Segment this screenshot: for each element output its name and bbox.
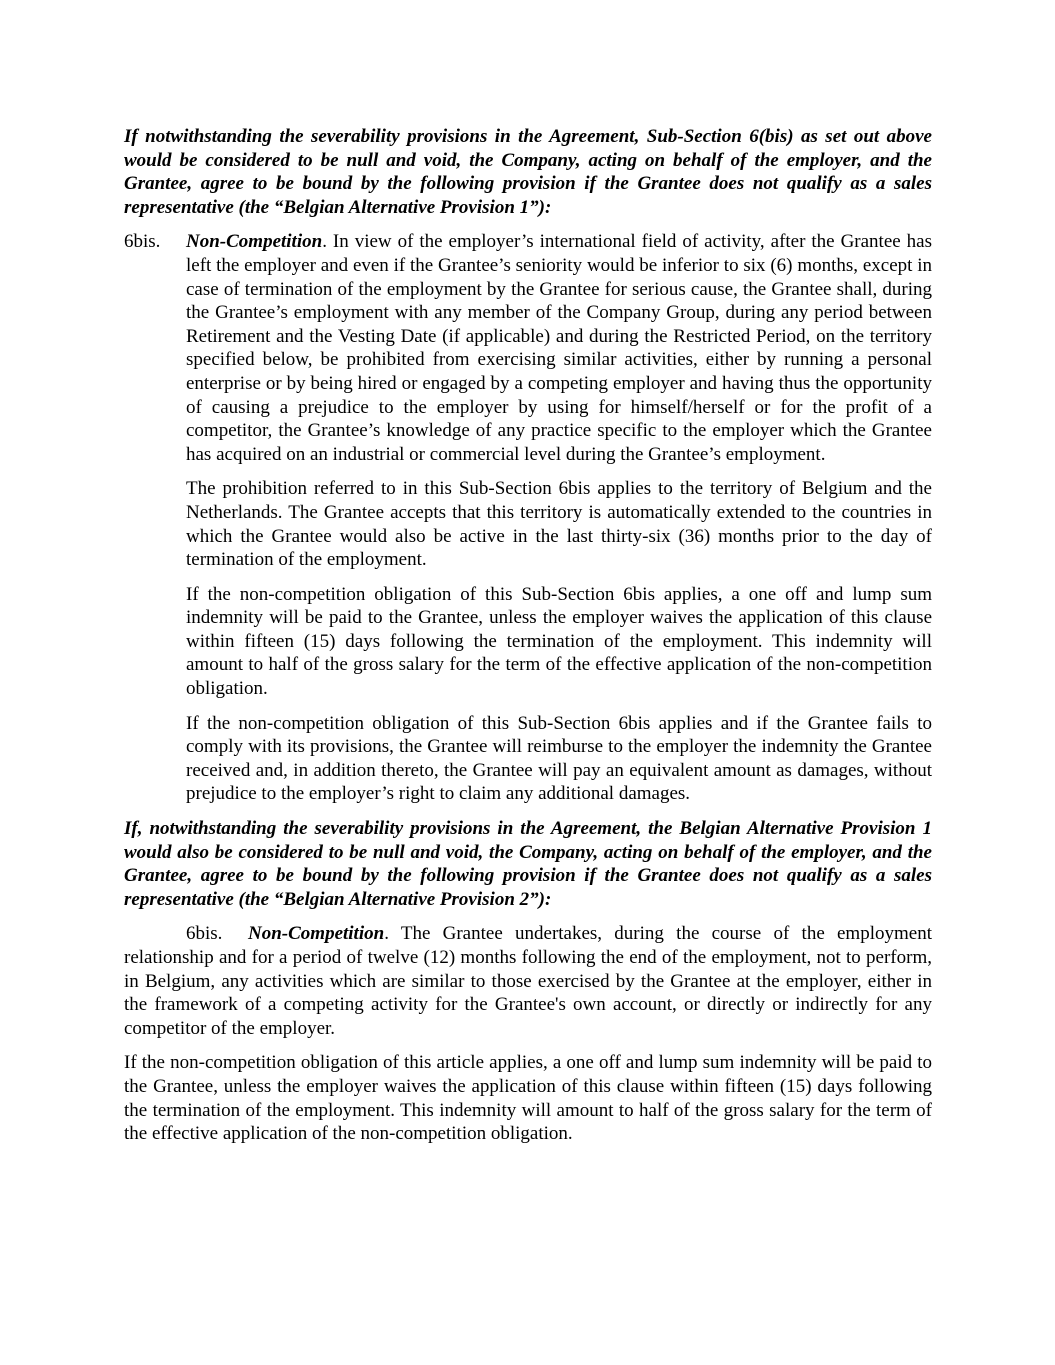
section-text-2: . The Grantee undertakes, during the course of the employment relationship and for a period of twelve (12) months following the end of the employment, not to perform, in Belgium, any activities which are similar to those exercised by the Grantee at the employer, either in the framework of a competing activity for the Grantee's own account, or directly or indirectly for any competitor of the employer.	[124, 923, 932, 1039]
section-body	[186, 230, 932, 466]
section-heading-2: Non-Competition	[248, 923, 385, 945]
section-6bis-provision-2	[124, 922, 932, 1040]
alternative-provision-1-intro: If notwithstanding the severability provisions in the Agreement, Sub-Section 6(bis) as set out above would be considered to be null and void, the Company, acting on behalf of the employer, and the Grantee, agree to be bound by the following provision if the Grantee does not qualify as a sales representative (the “Belgian Alternative Provision 1”):	[124, 126, 932, 218]
indemnity-paragraph: If the non-competition obligation of this Sub-Section 6bis applies, a one off and lump sum indemnity will be paid to the Grantee, unless the employer waives the application of this clause within fifteen (15) days following the termination of the employment. This indemnity will amount to half of the gross salary for the term of the effective application of the non-competition obligation.	[186, 583, 932, 700]
article-indemnity-paragraph: If the non-competition obligation of this article applies, a one off and lump sum indemnity will be paid to the Grantee, unless the employer waives the application of this clause within fifteen (15) days following the termination of the employment. This indemnity will amount to half of the gross salary for the term of the effective application of the non-competition obligation.	[124, 1052, 932, 1145]
document-page	[124, 125, 932, 1146]
section-heading: Non-Competition	[186, 231, 323, 253]
alternative-provision-2-intro: If, notwithstanding the severability provisions in the Agreement, the Belgian Alternative Provision 1 would also be considered to be null and void, the Company, acting on behalf of the employer, and the Grantee, agree to be bound by the following provision if the Grantee does not qualify as a sales representative (the “Belgian Alternative Provision 2”):	[124, 818, 932, 910]
section-6bis-provision-1	[124, 230, 932, 466]
section-text: . In view of the employer’s international field of activity, after the Grantee has left the employer and even if the Grantee’s seniority would be inferior to six (6) months, except in case of termination of the employment by the Grantee for serious cause, the Grantee shall, during the Grantee’s employment with any member of the Company Group, during any period between Retirement and the Vesting Date (if applicable) and during the Restricted Period, on the territory specified below, be prohibited from exercising similar activities, either by running a personal enterprise or by being hired or engaged by a competing employer and having thus the opportunity of causing a prejudice to the employer by using for himself/herself or for the profit of a competitor, the Grantee’s knowledge of any practice specific to the employer which the Grantee has acquired on an industrial or commercial level during the Grantee’s employment.	[186, 231, 932, 465]
section-number-2: 6bis.	[186, 923, 223, 945]
reimbursement-paragraph: If the non-competition obligation of this Sub-Section 6bis applies and if the Grantee fails to comply with its provisions, the Grantee will reimburse to the employer the indemnity the Grantee received and, in addition thereto, the Grantee will pay an equivalent amount as damages, without prejudice to the employer’s right to claim any additional damages.	[186, 712, 932, 805]
territory-paragraph: The prohibition referred to in this Sub-Section 6bis applies to the territory of Belgium and the Netherlands. The Grantee accepts that this territory is automatically extended to the countries in which the Grantee would also be active in the last thirty-six (36) months prior to the day of termination of the employment.	[186, 478, 932, 571]
section-number: 6bis.	[124, 231, 161, 253]
